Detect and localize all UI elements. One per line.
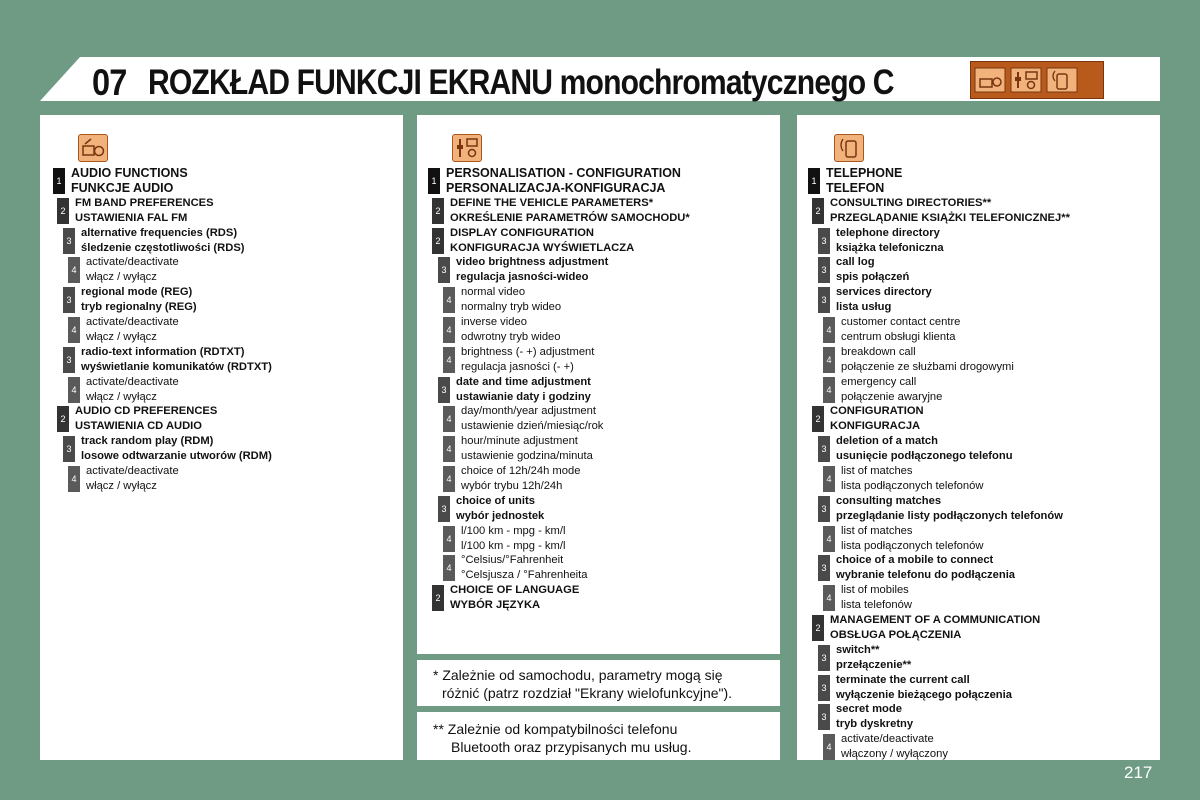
menu-item-level-3 (818, 434, 1013, 464)
level-badge: 1 (808, 168, 820, 194)
menu-item-level-3 (63, 226, 245, 256)
menu-item-level-1 (808, 166, 902, 196)
level-badge: 4 (823, 466, 835, 492)
level-badge: 4 (823, 317, 835, 343)
menu-item-line: DISPLAY CONFIGURATION (450, 226, 594, 239)
menu-item-level-4 (443, 285, 561, 315)
menu-item-line: normal video (461, 286, 526, 299)
menu-item-line: CHOICE OF LANGUAGE (450, 584, 580, 597)
menu-item-text (456, 255, 608, 285)
menu-item-line: tryb regionalny (REG) (81, 301, 197, 314)
menu-item-line: centrum obsługi klienta (841, 331, 956, 343)
settings-icon (1011, 68, 1041, 92)
menu-item-line: emergency call (841, 375, 917, 388)
menu-item-text (841, 375, 942, 405)
menu-item-line: PERSONALISATION - CONFIGURATION (446, 166, 681, 180)
phone-footnote (417, 712, 780, 760)
menu-item-level-3 (63, 285, 197, 315)
menu-item-line: wybór trybu 12h/24h (461, 480, 563, 492)
menu-item-line: regulacja jasności (- +) (461, 360, 574, 373)
menu-item-line: CONSULTING DIRECTORIES** (830, 196, 992, 209)
menu-item-line: spis połączeń (836, 271, 910, 284)
menu-item-line: terminate the current call (836, 673, 970, 686)
menu-item-line: USTAWIENIA FAL FM (75, 211, 188, 224)
level-badge: 4 (443, 555, 455, 581)
level-badge: 4 (823, 526, 835, 552)
level-badge: 2 (432, 198, 444, 224)
menu-item-text (461, 553, 587, 583)
menu-item-level-4 (443, 345, 594, 375)
level-badge: 4 (823, 734, 835, 760)
menu-item-level-4 (68, 464, 179, 494)
menu-item-line: °Celsius/°Fahrenheit (461, 554, 564, 567)
level-badge: 3 (63, 287, 75, 313)
menu-item-line: list of matches (841, 524, 913, 537)
menu-item-level-3 (818, 553, 1015, 583)
menu-item-line: choice of units (456, 494, 535, 507)
menu-item-line: track random play (RDM) (81, 435, 214, 448)
menu-item-line: lista podłączonych telefonów (841, 480, 984, 492)
menu-item-text (836, 226, 944, 256)
menu-item-level-4 (823, 375, 942, 405)
menu-item-line: brightness (- +) adjustment (461, 345, 595, 358)
menu-item-line: lista telefonów (841, 599, 912, 612)
menu-item-level-3 (818, 702, 913, 732)
menu-item-line: usunięcie podłączonego telefonu (836, 450, 1013, 463)
menu-item-line: video brightness adjustment (456, 256, 609, 269)
menu-item-text (75, 196, 214, 226)
menu-item-line: AUDIO CD PREFERENCES (75, 405, 218, 418)
level-badge: 4 (823, 347, 835, 373)
menu-item-line: breakdown call (841, 345, 916, 358)
menu-item-line: lista podłączonych telefonów (841, 539, 984, 552)
menu-item-line: CONFIGURATION (830, 405, 924, 418)
menu-item-line: deletion of a match (836, 435, 938, 448)
menu-item-line: normalny tryb wideo (461, 301, 562, 314)
menu-item-level-3 (818, 673, 1012, 703)
menu-item-level-2 (812, 613, 1040, 643)
menu-item-text (841, 732, 948, 762)
menu-item-line: list of mobiles (841, 584, 909, 597)
page-title: ROZKŁAD FUNKCJI EKRANU monochromatycznego C (148, 63, 894, 102)
menu-item-text (836, 673, 1012, 703)
menu-item-line: AUDIO FUNCTIONS (71, 166, 188, 180)
menu-item-level-3 (818, 226, 944, 256)
footnote-line: różnić (patrz rozdział "Ekrany wielofunkcyjne"). (442, 685, 733, 701)
level-badge: 3 (818, 675, 830, 701)
menu-item-line: włącz / wyłącz (86, 390, 157, 403)
menu-item-line: activate/deactivate (841, 733, 934, 746)
menu-item-text (830, 196, 1070, 226)
menu-item-line: °Celsjusza / °Fahrenheita (461, 569, 588, 582)
level-badge: 2 (432, 228, 444, 254)
level-badge: 2 (57, 406, 69, 432)
menu-item-line: ustawienie dzień/miesiąc/rok (461, 420, 604, 433)
menu-item-line: wybór jednostek (456, 509, 545, 522)
level-badge: 3 (818, 496, 830, 522)
menu-item-line: telephone directory (836, 226, 940, 239)
menu-item-level-4 (443, 404, 603, 434)
menu-item-line: FM BAND PREFERENCES (75, 196, 214, 209)
page-number: 217 (1124, 763, 1153, 782)
menu-item-line: inverse video (461, 316, 527, 328)
footnote-line: * Zależnie od samochodu, parametry mogą się (433, 667, 723, 683)
footnote-line: Bluetooth oraz przypisanych mu usług. (451, 739, 692, 755)
menu-item-line: activate/deactivate (86, 375, 179, 388)
menu-item-line: tryb dyskretny (836, 718, 914, 731)
menu-item-line: regional mode (REG) (81, 286, 193, 299)
menu-item-text (841, 524, 983, 554)
menu-item-level-3 (438, 375, 591, 405)
menu-item-level-3 (818, 255, 909, 285)
menu-item-line: activate/deactivate (86, 316, 179, 328)
menu-item-line: radio-text information (RDTXT) (81, 345, 245, 358)
menu-item-line: włączony / wyłączony (841, 748, 948, 761)
level-badge: 3 (818, 645, 830, 671)
menu-item-line: OBSŁUGA POŁĄCZENIA (830, 629, 962, 641)
menu-item-line: DEFINE THE VEHICLE PARAMETERS* (450, 196, 654, 209)
menu-item-text (86, 255, 179, 285)
menu-item-text (461, 315, 561, 345)
audio-icon (975, 68, 1005, 92)
level-badge: 2 (812, 198, 824, 224)
menu-item-text (826, 166, 902, 196)
chapter-number: 07 (92, 62, 127, 103)
menu-item-line: książka telefoniczna (836, 241, 944, 254)
menu-item-line: activate/deactivate (86, 465, 179, 477)
menu-item-text (461, 404, 603, 434)
menu-item-text (450, 583, 579, 613)
menu-item-line: PERSONALIZACJA-KONFIGURACJA (446, 181, 666, 195)
menu-item-level-4 (823, 345, 1014, 375)
menu-item-line: połączenie ze służbami drogowymi (841, 360, 1014, 373)
menu-item-level-4 (443, 524, 565, 554)
menu-item-text (81, 345, 272, 375)
menu-item-line: KONFIGURACJA WYŚWIETLACZA (450, 241, 635, 254)
menu-item-line: włącz / wyłącz (86, 271, 157, 284)
menu-item-text (81, 226, 245, 256)
menu-item-text (461, 524, 565, 554)
menu-item-text (461, 464, 580, 494)
menu-item-line: włącz / wyłącz (86, 331, 157, 343)
menu-item-text (86, 375, 179, 405)
menu-item-text (836, 255, 909, 285)
menu-item-text (86, 464, 179, 494)
menu-item-text (836, 553, 1015, 583)
menu-item-text (836, 702, 913, 732)
level-badge: 3 (818, 257, 830, 283)
level-badge: 3 (63, 436, 75, 462)
menu-item-level-2 (57, 404, 217, 434)
menu-item-line: włącz / wyłącz (86, 480, 157, 492)
level-badge: 4 (443, 406, 455, 432)
menu-item-text (456, 375, 591, 405)
menu-item-level-3 (818, 494, 1063, 524)
menu-item-text (841, 464, 983, 494)
menu-item-level-4 (68, 255, 179, 285)
level-badge: 4 (443, 317, 455, 343)
level-badge: 4 (68, 317, 80, 343)
menu-item-level-2 (812, 196, 1070, 226)
menu-item-text (450, 196, 690, 226)
menu-item-line: choice of a mobile to connect (836, 554, 994, 567)
level-badge: 3 (63, 347, 75, 373)
level-badge: 4 (443, 347, 455, 373)
audio-icon (78, 134, 108, 162)
menu-item-level-2 (812, 404, 924, 434)
menu-item-text (461, 434, 593, 464)
menu-item-text (86, 315, 179, 345)
menu-item-text (841, 315, 960, 345)
menu-item-text (461, 285, 561, 315)
level-badge: 4 (68, 377, 80, 403)
level-badge: 3 (818, 436, 830, 462)
menu-item-line: przeglądanie listy podłączonych telefonów (836, 509, 1063, 522)
menu-item-line: losowe odtwarzanie utworów (RDM) (81, 450, 272, 463)
menu-item-level-3 (438, 255, 608, 285)
menu-item-level-4 (443, 434, 593, 464)
level-badge: 1 (53, 168, 65, 194)
menu-item-line: TELEFON (826, 181, 885, 195)
section-icons-strip (970, 61, 1104, 99)
menu-item-line: śledzenie częstotliwości (RDS) (81, 241, 245, 254)
menu-item-text (836, 434, 1013, 464)
menu-item-line: consulting matches (836, 494, 942, 507)
menu-item-text (456, 494, 544, 524)
menu-item-level-4 (443, 315, 561, 345)
menu-item-line: lista usług (836, 301, 892, 314)
menu-item-line: PRZEGLĄDANIE KSIĄŻKI TELEFONICZNEJ** (830, 211, 1070, 224)
menu-item-line: ustawienie godzina/minuta (461, 450, 593, 463)
menu-item-line: OKREŚLENIE PARAMETRÓW SAMOCHODU* (450, 211, 690, 224)
level-badge: 3 (63, 228, 75, 254)
menu-item-text (836, 643, 911, 673)
menu-item-level-4 (823, 524, 983, 554)
menu-item-text (461, 345, 594, 375)
menu-item-line: date and time adjustment (456, 375, 591, 388)
level-badge: 4 (823, 585, 835, 611)
level-badge: 4 (823, 377, 835, 403)
menu-item-text (446, 166, 681, 196)
menu-item-line: alternative frequencies (RDS) (81, 226, 238, 239)
menu-item-line: połączenie awaryjne (841, 390, 943, 403)
menu-item-line: services directory (836, 286, 932, 299)
menu-item-line: customer contact centre (841, 316, 961, 328)
menu-item-line: switch** (836, 643, 880, 656)
telephone-icon (834, 134, 864, 162)
vehicle-footnote (417, 660, 780, 706)
menu-item-text (450, 226, 634, 256)
menu-item-text (71, 166, 188, 196)
menu-item-line: call log (836, 256, 875, 269)
menu-item-level-3 (818, 643, 911, 673)
footnote-line: ** Zależnie od kompatybilności telefonu (433, 721, 678, 737)
level-badge: 3 (818, 555, 830, 581)
menu-item-line: przełączenie** (836, 658, 912, 671)
level-badge: 4 (68, 466, 80, 492)
menu-item-line: KONFIGURACJA (830, 420, 921, 433)
menu-item-line: wyłączenie bieżącego połączenia (836, 688, 1012, 701)
menu-item-line: FUNKCJE AUDIO (71, 181, 174, 195)
menu-item-line: regulacja jasności-wideo (456, 271, 589, 284)
telephone-icon (1047, 68, 1077, 92)
menu-item-line: wybranie telefonu do podłączenia (836, 569, 1016, 582)
menu-item-level-2 (432, 583, 579, 613)
menu-item-line: secret mode (836, 703, 902, 716)
level-badge: 2 (432, 585, 444, 611)
menu-item-line: list of matches (841, 465, 913, 477)
level-badge: 4 (68, 257, 80, 283)
menu-item-line: ustawianie daty i godziny (456, 390, 591, 403)
menu-item-level-3 (63, 345, 272, 375)
menu-item-level-2 (432, 226, 634, 256)
menu-item-level-4 (823, 583, 912, 613)
level-badge: 3 (438, 257, 450, 283)
menu-item-line: choice of 12h/24h mode (461, 465, 581, 477)
menu-item-level-4 (823, 315, 960, 345)
menu-item-line: WYBÓR JĘZYKA (450, 599, 541, 612)
menu-item-line: MANAGEMENT OF A COMMUNICATION (830, 614, 1041, 626)
settings-icon (452, 134, 482, 162)
menu-item-level-1 (428, 166, 681, 196)
menu-item-level-1 (53, 166, 188, 196)
menu-item-level-3 (63, 434, 272, 464)
menu-item-text (81, 285, 197, 315)
menu-item-text (836, 494, 1063, 524)
menu-item-line: day/month/year adjustment (461, 405, 596, 418)
menu-item-text (836, 285, 932, 315)
level-badge: 1 (428, 168, 440, 194)
menu-item-level-4 (443, 464, 580, 494)
menu-item-line: hour/minute adjustment (461, 435, 578, 448)
menu-item-text (841, 345, 1014, 375)
menu-item-level-4 (68, 315, 179, 345)
menu-item-level-4 (68, 375, 179, 405)
menu-item-level-4 (823, 464, 983, 494)
menu-item-text (75, 404, 217, 434)
level-badge: 3 (438, 496, 450, 522)
level-badge: 3 (818, 228, 830, 254)
menu-item-line: TELEPHONE (826, 166, 903, 180)
menu-item-text (830, 613, 1040, 643)
menu-item-text (841, 583, 912, 613)
menu-item-text (81, 434, 272, 464)
level-badge: 2 (57, 198, 69, 224)
menu-item-line: odwrotny tryb wideo (461, 331, 561, 343)
menu-item-level-3 (438, 494, 544, 524)
level-badge: 3 (818, 704, 830, 730)
level-badge: 2 (812, 615, 824, 641)
menu-item-level-4 (823, 732, 948, 762)
menu-item-line: l/100 km - mpg - km/l (461, 524, 566, 537)
menu-item-level-3 (818, 285, 932, 315)
level-badge: 4 (443, 526, 455, 552)
level-badge: 3 (818, 287, 830, 313)
level-badge: 2 (812, 406, 824, 432)
menu-item-line: USTAWIENIA CD AUDIO (75, 420, 202, 433)
level-badge: 4 (443, 436, 455, 462)
menu-item-line: activate/deactivate (86, 256, 179, 269)
level-badge: 4 (443, 287, 455, 313)
menu-item-level-2 (57, 196, 214, 226)
menu-item-line: l/100 km - mpg - km/l (461, 539, 566, 552)
level-badge: 3 (438, 377, 450, 403)
menu-item-text (830, 404, 924, 434)
menu-item-level-4 (443, 553, 587, 583)
chapter-banner (40, 57, 1160, 101)
level-badge: 4 (443, 466, 455, 492)
menu-item-level-2 (432, 196, 690, 226)
menu-item-line: wyświetlanie komunikatów (RDTXT) (81, 360, 272, 373)
